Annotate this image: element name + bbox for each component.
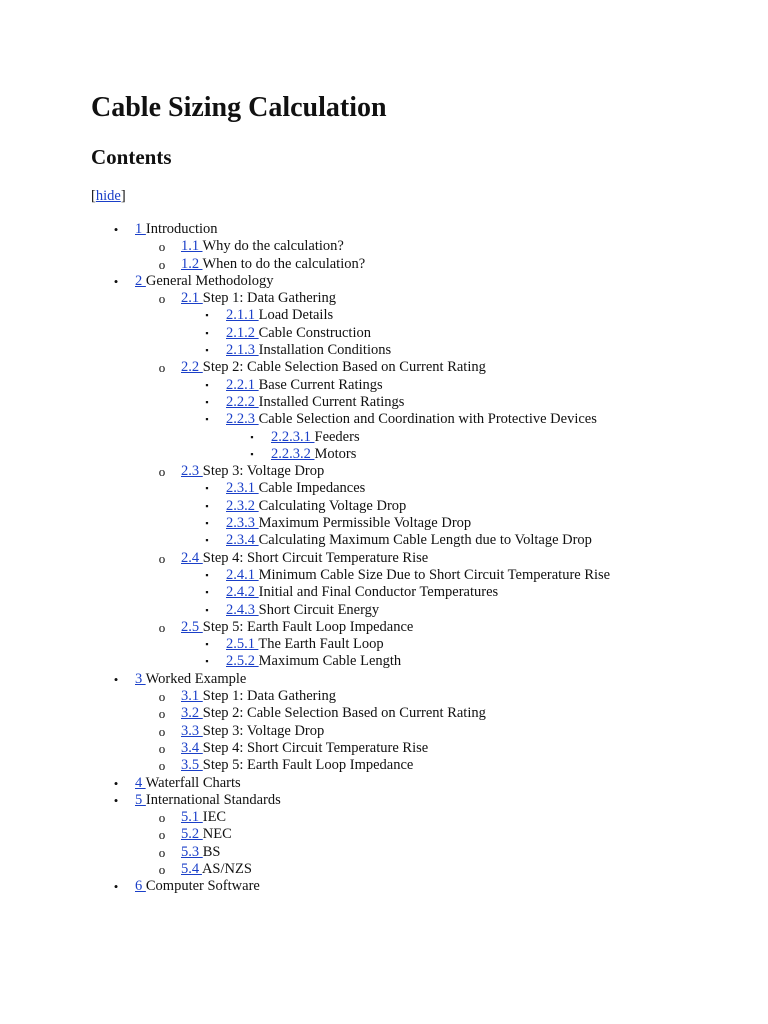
toc-section-title: Step 2: Cable Selection Based on Current Rating [202, 359, 486, 376]
toc-entry [91, 550, 748, 619]
toc-section-number-link[interactable]: 5.1 [181, 809, 203, 826]
toc-entry [91, 307, 748, 324]
toc-section-title: Step 3: Voltage Drop [202, 463, 325, 480]
toc-bullet: o [158, 844, 166, 860]
toc-entry-row [91, 377, 748, 394]
toc-bullet: o [158, 689, 166, 705]
toc-section-number-link[interactable]: 2.2.3.1 [271, 428, 315, 445]
toc-section-number-link[interactable]: 2.2.1 [226, 376, 259, 393]
table-of-contents [91, 221, 748, 896]
toc-section-number-link[interactable]: 2.2 [181, 359, 203, 376]
toc-entry [91, 463, 748, 549]
toc-entry [91, 826, 748, 843]
toc-section-number-link[interactable]: 1.2 [181, 255, 203, 272]
toc-section-number-link[interactable]: 1 [135, 221, 146, 237]
toc-sublist [91, 429, 748, 464]
toc-bullet: • [113, 671, 119, 687]
toc-section-title: NEC [202, 826, 232, 843]
toc-section-title: General Methodology [145, 272, 274, 289]
toc-section-title: Computer Software [145, 878, 260, 895]
toc-entry-row [91, 411, 748, 428]
toc-entry-row [91, 775, 748, 792]
toc-section-number-link[interactable]: 1.1 [181, 238, 203, 255]
toc-section-number-link[interactable]: 3.1 [181, 688, 203, 705]
toc-entry-row [91, 861, 748, 878]
toc-sublist [91, 480, 748, 549]
page-title: Cable Sizing Calculation [91, 92, 387, 123]
toc-entry-row [91, 688, 748, 705]
toc-entry [91, 325, 748, 342]
toc-section-title: Step 5: Earth Fault Loop Impedance [202, 757, 414, 774]
toc-section-number-link[interactable]: 2.2.3 [226, 411, 259, 428]
toc-entry [91, 256, 748, 273]
toc-entry [91, 480, 748, 497]
toc-sublist [91, 636, 748, 671]
toc-bullet: • [113, 792, 119, 808]
toc-entry-row [91, 446, 748, 463]
toc-section-number-link[interactable]: 2 [135, 272, 146, 289]
toc-entry-row [91, 671, 748, 688]
toc-bullet: ▪ [250, 448, 254, 459]
toc-section-number-link[interactable]: 2.3.1 [226, 480, 259, 497]
toc-entry-row [91, 705, 748, 722]
toc-entry-row [91, 532, 748, 549]
toc-entry-row [91, 740, 748, 757]
toc-section-number-link[interactable]: 2.3.3 [226, 515, 259, 532]
toc-section-number-link[interactable]: 2.5.1 [226, 636, 259, 653]
toc-section-title: Maximum Permissible Voltage Drop [258, 515, 472, 532]
toc-entry [91, 446, 748, 463]
toc-sublist [91, 567, 748, 619]
toc-section-number-link[interactable]: 2.4 [181, 549, 203, 566]
toc-bullet: • [113, 222, 119, 237]
toc-section-number-link[interactable]: 2.5.2 [226, 653, 259, 670]
toc-bullet: ▪ [205, 569, 209, 580]
toc-bullet: • [113, 273, 119, 289]
toc-entry [91, 861, 748, 878]
toc-entry-row [91, 359, 748, 376]
toc-entry [91, 377, 748, 394]
toc-entry [91, 792, 748, 878]
toc-entry [91, 809, 748, 826]
toc-bullet: o [158, 740, 166, 756]
toc-entry [91, 498, 748, 515]
toc-bullet: ▪ [205, 535, 209, 546]
toc-bullet: ▪ [205, 587, 209, 598]
toggle-close-bracket: ] [120, 188, 126, 204]
toc-bullet: o [158, 550, 166, 566]
toc-bullet: ▪ [205, 327, 209, 338]
toc-section-number-link[interactable]: 3.4 [181, 739, 203, 756]
toc-entry-row [91, 429, 748, 446]
toc-section-number-link[interactable]: 2.4.2 [226, 584, 259, 601]
toc-bullet: o [158, 360, 166, 376]
toc-bullet: o [158, 256, 166, 272]
toc-section-number-link[interactable]: 2.3.2 [226, 497, 259, 514]
toc-entry-row [91, 307, 748, 324]
toc-entry-row [91, 394, 748, 411]
toc-section-title: When to do the calculation? [202, 255, 366, 272]
toc-bullet: ▪ [250, 431, 254, 442]
toc-bullet: ▪ [205, 310, 209, 321]
toc-section-title: Step 3: Voltage Drop [202, 722, 325, 739]
toggle-open-bracket: [ [91, 188, 96, 204]
toc-entry-row [91, 584, 748, 601]
toc-entry-row [91, 792, 748, 809]
toc-section-title: Base Current Ratings [258, 376, 383, 393]
toc-entry-row [91, 480, 748, 497]
toc-sublist [91, 238, 748, 273]
toc-bullet: ▪ [205, 396, 209, 407]
toc-entry [91, 636, 748, 653]
toc-entry-row [91, 878, 748, 895]
toc-section-title: Waterfall Charts [145, 774, 241, 791]
toc-bullet: o [158, 291, 166, 307]
toc-entry-row [91, 567, 748, 584]
toc-section-number-link[interactable]: 2.3.4 [226, 532, 259, 549]
toc-entry-row [91, 826, 748, 843]
toc-bullet: • [113, 879, 119, 895]
toc-section-number-link[interactable]: 3 [135, 670, 146, 687]
toc-entry [91, 844, 748, 861]
toc-sublist [91, 307, 748, 359]
toc-bullet: o [158, 619, 166, 635]
toc-bullet: ▪ [205, 414, 209, 425]
toc-section-title: Initial and Final Conductor Temperatures [258, 584, 499, 601]
toc-sublist [91, 377, 748, 463]
toc-entry-row [91, 221, 748, 238]
toc-entry [91, 411, 748, 463]
toc-entry-row [91, 619, 748, 636]
toc-entry [91, 723, 748, 740]
toc-section-number-link[interactable]: 2.4.3 [226, 601, 259, 618]
toc-section-title: Motors [314, 445, 357, 462]
toc-bullet: o [158, 723, 166, 739]
hide-link[interactable]: hide [95, 188, 121, 204]
toc-entry [91, 775, 748, 792]
toc-entry [91, 342, 748, 359]
toc-entry [91, 429, 748, 446]
toc-section-title: Step 4: Short Circuit Temperature Rise [202, 549, 429, 566]
toc-toggle [91, 186, 748, 206]
toc-entry [91, 584, 748, 601]
toc-section-title: International Standards [145, 791, 281, 808]
toc-bullet: o [158, 810, 166, 826]
toc-bullet: o [158, 239, 166, 255]
toc-bullet: ▪ [205, 656, 209, 667]
toc-entry-row [91, 757, 748, 774]
toc-section-title: Step 2: Cable Selection Based on Current Rating [202, 705, 486, 722]
toc-sublist [91, 688, 748, 774]
toc-section-title: Calculating Voltage Drop [258, 497, 407, 514]
toc-entry-row [91, 256, 748, 273]
toc-section-title: Cable Construction [258, 324, 371, 341]
toc-section-number-link[interactable]: 2.1.1 [226, 307, 259, 324]
toc-entry-row [91, 550, 748, 567]
toc-entry [91, 671, 748, 775]
toc-bullet: o [158, 861, 166, 877]
toc-entry [91, 290, 748, 359]
toc-entry [91, 688, 748, 705]
toc-section-number-link[interactable]: 4 [135, 774, 146, 791]
toc-section-title: Installation Conditions [258, 342, 392, 359]
toc-entry [91, 757, 748, 774]
toc-entry-row [91, 723, 748, 740]
toc-bullet: o [158, 706, 166, 722]
toc-section-number-link[interactable]: 2.3 [181, 463, 203, 480]
toc-entry [91, 221, 748, 273]
toc-section-title: Cable Impedances [258, 480, 366, 497]
toc-entry-row [91, 273, 748, 290]
toc-sublist [91, 809, 748, 878]
toc-bullet: o [158, 758, 166, 774]
toc-bullet: • [113, 775, 119, 791]
toc-entry [91, 532, 748, 549]
toc-entry-row [91, 515, 748, 532]
toc-section-number-link[interactable]: 2.1 [181, 290, 203, 307]
toc-entry-row [91, 342, 748, 359]
toc-section-number-link[interactable]: 5.2 [181, 826, 203, 843]
toc-section-title: Calculating Maximum Cable Length due to Voltage Drop [258, 532, 592, 549]
toc-section-number-link[interactable]: 2.5 [181, 618, 203, 635]
toc-section-title: BS [202, 843, 221, 860]
toc-section-title: Why do the calculation? [202, 238, 344, 255]
toc-entry-row [91, 653, 748, 670]
toc-section-title: Worked Example [145, 670, 247, 687]
toc-entry-row [91, 325, 748, 342]
toc-section-number-link[interactable]: 3.3 [181, 722, 203, 739]
toc-section-number-link[interactable]: 3.2 [181, 705, 203, 722]
toc-entry-row [91, 238, 748, 255]
toc-entry [91, 619, 748, 671]
toc-entry [91, 602, 748, 619]
toc-bullet: ▪ [205, 379, 209, 390]
toc-section-title: Load Details [258, 307, 334, 324]
toc-entry [91, 567, 748, 584]
toc-entry-row [91, 498, 748, 515]
toc-section-title: Maximum Cable Length [258, 653, 402, 670]
toc-bullet: ▪ [205, 345, 209, 356]
toc-bullet: ▪ [205, 500, 209, 511]
toc-bullet: o [158, 827, 166, 843]
toc-entry-row [91, 809, 748, 826]
toc-section-title: Feeders [314, 428, 360, 445]
toc-section-title: Introduction [145, 221, 218, 237]
toc-section-number-link[interactable]: 2.1.2 [226, 324, 259, 341]
toc-section-title: Minimum Cable Size Due to Short Circuit Temperature Rise [258, 566, 611, 583]
document-page [91, 88, 748, 896]
toc-entry-row [91, 463, 748, 480]
toc-section-number-link[interactable]: 5.4 [181, 860, 202, 877]
toc-bullet: o [158, 464, 166, 480]
toc-section-number-link[interactable]: 3.5 [181, 757, 203, 774]
toc-section-number-link[interactable]: 2.1.3 [226, 342, 259, 359]
toc-entry-row [91, 636, 748, 653]
toc-section-title: Cable Selection and Coordination with Protective Devices [258, 411, 597, 428]
toc-entry [91, 273, 748, 671]
toc-entry [91, 705, 748, 722]
toc-entry [91, 359, 748, 463]
toc-entry [91, 878, 748, 895]
toc-section-title: IEC [202, 809, 227, 826]
toc-entry-row [91, 844, 748, 861]
toc-sublist [91, 290, 748, 671]
toc-bullet: ▪ [205, 483, 209, 494]
toc-section-title: AS/NZS [201, 860, 252, 877]
toc-entry [91, 740, 748, 757]
toc-section-number-link[interactable]: 2.4.1 [226, 566, 259, 583]
toc-section-number-link[interactable]: 5.3 [181, 843, 203, 860]
toc-entry-row [91, 290, 748, 307]
toc-entry [91, 394, 748, 411]
toc-section-number-link[interactable]: 5 [135, 791, 146, 808]
toc-bullet: ▪ [205, 518, 209, 529]
toc-section-title: Step 1: Data Gathering [202, 290, 337, 307]
toc-section-title: Short Circuit Energy [258, 601, 380, 618]
toc-bullet: ▪ [205, 604, 209, 615]
toc-section-title: The Earth Fault Loop [258, 636, 384, 653]
toc-section-title: Step 4: Short Circuit Temperature Rise [202, 739, 429, 756]
toc-entry [91, 653, 748, 670]
contents-heading: Contents [91, 145, 172, 169]
toc-bullet: ▪ [205, 639, 209, 650]
toc-section-number-link[interactable]: 6 [135, 878, 146, 895]
toc-entry [91, 515, 748, 532]
toc-section-title: Step 1: Data Gathering [202, 688, 337, 705]
toc-entry-row [91, 602, 748, 619]
toc-entry [91, 238, 748, 255]
toc-section-title: Step 5: Earth Fault Loop Impedance [202, 618, 414, 635]
toc-section-number-link[interactable]: 2.2.2 [226, 393, 259, 410]
toc-section-title: Installed Current Ratings [258, 393, 405, 410]
toc-section-number-link[interactable]: 2.2.3.2 [271, 445, 315, 462]
